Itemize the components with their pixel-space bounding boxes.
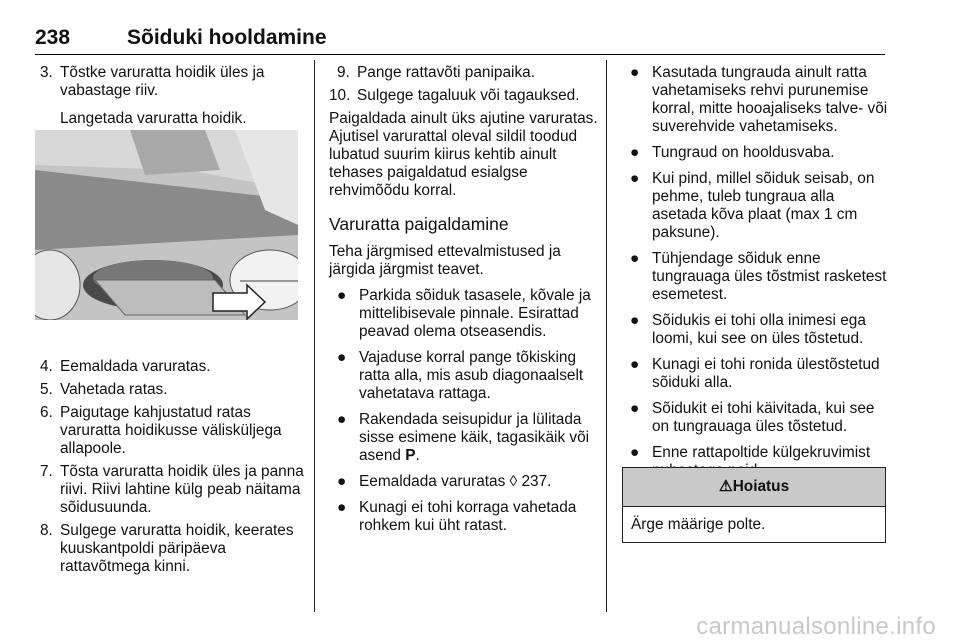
- bullet-icon: ●: [630, 312, 640, 329]
- page-reference: 237.: [517, 473, 552, 490]
- bullet-icon: ●: [630, 250, 640, 267]
- column-3: [622, 64, 888, 488]
- column-2: [329, 64, 599, 543]
- list-item: ● Kasutada tungrauda ainult ratta vahetamiseks rehvi purunemise korral, mitte hooajaliseks talve- või suverehvide vahetamiseks.: [630, 64, 888, 135]
- list-item: ● Rakendada seisupidur ja lülitada sisse esimene käik, tagasikäik või asend P.: [337, 411, 590, 464]
- bullet-icon: ●: [630, 170, 640, 187]
- list-item: ● Sõidukis ei tohi olla inimesi ega loomi, kui see on üles tõstetud.: [630, 312, 866, 347]
- spare-wheel-illustration: [35, 130, 298, 320]
- bullet-icon: ●: [337, 287, 347, 304]
- section-intro: Teha järgmised ettevalmistused ja järgida järgmist teavet.: [329, 243, 561, 278]
- list-item: ● Kunagi ei tohi korraga vahetada rohkem kui üht ratast.: [337, 499, 577, 534]
- warning-box: [622, 467, 886, 543]
- list-item: ● Kunagi ei tohi ronida ülestõstetud sõiduki alla.: [630, 356, 880, 391]
- list-item: ● Kui pind, millel sõiduk seisab, on pehme, tuleb tungraua alla asetada kõva plaat (max 1 cm paksune).: [630, 170, 875, 241]
- bullet-icon: ●: [337, 411, 347, 428]
- warning-header: [623, 468, 885, 507]
- step-item: 3. Tõstke varuratta hoidik üles ja vabastage riiv. Langetada varuratta hoidik.: [40, 64, 305, 128]
- bullet-icon: ●: [630, 400, 640, 417]
- section-heading: Varuratta paigaldamine: [329, 214, 509, 234]
- column-1-steps: [40, 358, 305, 581]
- list-item: ● Eemaldada varuratas ◊ 237.: [337, 473, 552, 490]
- list-item: ● Sõidukit ei tohi käivitada, kui see on tungrauaga üles tõstetud.: [630, 400, 875, 435]
- bullet-icon: ●: [630, 64, 640, 81]
- bullet-icon: ●: [630, 356, 640, 373]
- step-item: 5. Vahetada ratas.: [40, 381, 168, 398]
- step-item: 10. Sulgege tagaluuk või tagauksed.: [329, 87, 580, 104]
- page-header: [35, 26, 885, 55]
- step-item: 7. Tõsta varuratta hoidik üles ja panna riivi. Riivi lahtine külg peab näitama sõidusuunda.: [40, 463, 304, 516]
- step-item: 9. Pange rattavõti panipaika.: [337, 64, 535, 81]
- step-item: 6. Paigutage kahjustatud ratas varuratta hoidikusse välisküljega allapoole.: [40, 404, 282, 457]
- temporary-spare-note: Paigaldada ainult üks ajutine varuratas. Ajutisel varurattal oleval sildil toodud lubatud suurim kiirus kehtib ainult tehases paigaldatud esialgse rehvimõõdu korral.: [329, 110, 598, 199]
- column-divider: [606, 60, 607, 612]
- step-item: 4. Eemaldada varuratas.: [40, 358, 211, 375]
- watermark: carmanualsonline.info: [696, 613, 936, 640]
- list-item: ● Tühjendage sõiduk enne tungrauaga üles tõstmist rasketest esemetest.: [630, 250, 887, 303]
- bullet-icon: ●: [337, 499, 347, 516]
- page-reference-arrow-icon: ◊: [509, 473, 518, 490]
- list-item: ● Enne rattapoltide külgekruvimist: [630, 444, 871, 461]
- bullet-icon: ●: [337, 349, 347, 366]
- warning-text: Ärge määrige polte.: [631, 516, 766, 533]
- list-item: ● Vajaduse korral pange tõkisking ratta alla, mis asub diagonaalselt vahetatava rattaga.: [337, 349, 584, 402]
- step-item: 8. Sulgege varuratta hoidik, keerates kuuskantpoldi päripäeva rattavõtmega kinni.: [40, 522, 294, 575]
- bullet-icon: ●: [337, 473, 347, 490]
- column-1: [40, 64, 305, 133]
- bullet-icon: ●: [630, 144, 640, 161]
- column-divider: [314, 60, 315, 612]
- warning-icon: ⚠: [718, 478, 733, 495]
- list-item: ● Tungraud on hooldusvaba.: [630, 144, 835, 161]
- bullet-icon: ●: [630, 444, 640, 461]
- page-title: Sõiduki hooldamine: [127, 26, 327, 49]
- warning-title: Hoiatus: [732, 478, 790, 495]
- page-number: 238: [35, 26, 71, 49]
- list-item: ● Parkida sõiduk tasasele, kõvale ja mittelibisevale pinnale. Esirattad peavad olema otseasendis.: [337, 287, 591, 340]
- step-subtext: Langetada varuratta hoidik.: [60, 110, 247, 127]
